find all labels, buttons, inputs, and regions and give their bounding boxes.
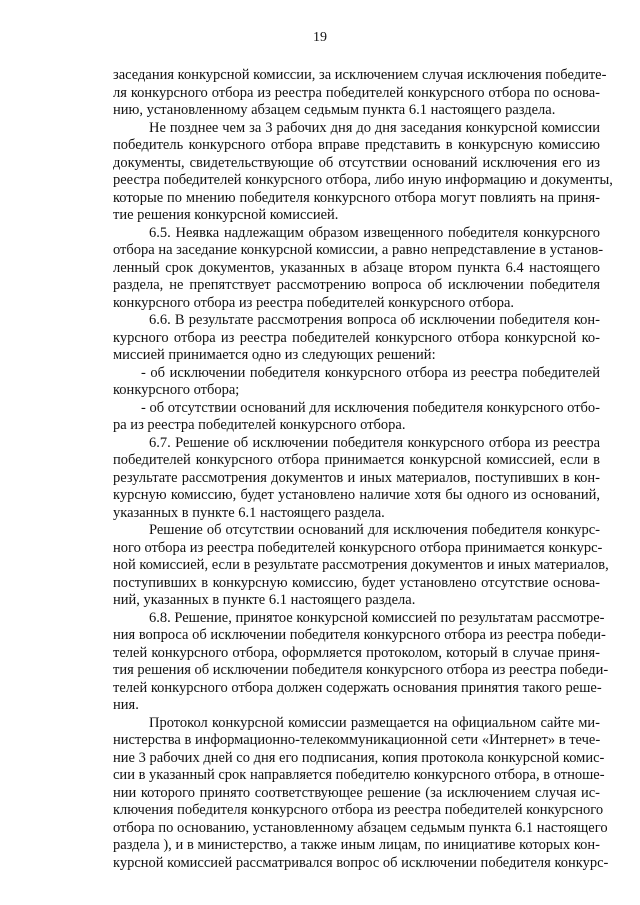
text-line: ний, указанных в пункте 6.1 настоящего раздела. xyxy=(113,592,416,608)
text-line: отбора по основанию, установленному абзацем седьмым пункта 6.1 настоящего xyxy=(113,819,608,836)
text-line: курсную комиссию, будет установлено наличие хотя бы одного из оснований, xyxy=(113,487,600,503)
text-line: Протокол конкурсной комиссии размещается на официальном сайте ми- xyxy=(149,714,600,731)
text-line: тие решения конкурсной комиссией. xyxy=(113,207,339,223)
text-line: - об отсутствии оснований для исключения победителя конкурсного отбо- xyxy=(141,399,600,416)
text-line: ра из реестра победителей конкурсного отбора. xyxy=(113,417,406,433)
text-line: раздела, не препятствует рассмотрению вопроса об исключении победителя xyxy=(113,277,600,293)
text-line: конкурсного отбора; xyxy=(113,382,240,398)
text-line: раздела ), и в министерство, а также иным лицам, по инициативе которых кон- xyxy=(113,837,600,853)
text-line: Не позднее чем за 3 рабочих дня до дня заседания конкурсной комиссии xyxy=(149,119,600,136)
text-line: ля конкурсного отбора из реестра победителей конкурсного отбора по основа- xyxy=(113,84,600,101)
text-line: победителей конкурсного отбора принимается конкурсной комиссией, если в xyxy=(113,452,600,468)
text-line: реестра победителей конкурсного отбора, либо иную информацию и документы, xyxy=(113,172,613,188)
text-line: заседания конкурсной комиссии, за исключением случая исключения победите- xyxy=(113,67,607,83)
text-line: ной комиссией, если в результате рассмотрения документов и иных материалов, xyxy=(113,557,609,573)
text-line: 6.7. Решение об исключении победителя конкурсного отбора из реестра xyxy=(149,434,600,451)
text-line: 6.6. В результате рассмотрения вопроса об исключении победителя кон- xyxy=(149,312,600,328)
page-number: 19 xyxy=(313,30,327,45)
text-line: курсной комиссией рассматривался вопрос об исключении победителя конкурс- xyxy=(113,854,609,871)
text-line: телей конкурсного отбора, оформляется протоколом, который в случае приня- xyxy=(113,644,600,661)
text-line: поступивших в конкурсную комиссию, будет установлено отсутствие основа- xyxy=(113,574,600,591)
text-line: сии в указанный срок направляется победителю конкурсного отбора, в отноше- xyxy=(113,767,605,783)
text-line: миссией принимается одно из следующих решений: xyxy=(113,347,436,363)
text-line: конкурсного отбора из реестра победителей конкурсного отбора. xyxy=(113,294,515,311)
text-line: ния. xyxy=(113,697,139,713)
text-line: ключения победителя конкурсного отбора из реестра победителей конкурсного xyxy=(113,802,604,818)
text-line: отбора на заседание конкурсной комиссии, а равно непредставление в установ- xyxy=(113,242,604,258)
text-line: нию, установленному абзацем седьмым пункта 6.1 настоящего раздела. xyxy=(113,102,556,118)
text-line: телей конкурсного отбора должен содержать основания принятия такого реше- xyxy=(113,679,602,696)
text-line: документы, свидетельствующие об отсутствии оснований исключения его из xyxy=(113,154,600,171)
text-line: курсного отбора из реестра победителей конкурсного отбора конкурсной ко- xyxy=(113,329,600,346)
text-line: тия решения об исключении победителя конкурсного отбора из реестра победи- xyxy=(113,662,609,678)
text-line: указанных в пункте 6.1 настоящего раздела. xyxy=(113,504,385,521)
text-line: ного отбора из реестра победителей конкурсного отбора принимается конкурс- xyxy=(113,539,603,556)
text-line: нистерства в информационно-телекоммуникационной сети «Интернет» в тече- xyxy=(113,732,601,748)
text-line: ние 3 рабочих дней со дня его подписания, копия протокола конкурсной комис- xyxy=(113,749,605,766)
text-line: нии которого принято соответствующее решение (за исключением случая ис- xyxy=(113,784,600,801)
text-line: 6.8. Решение, принятое конкурсной комиссией по результатам рассмотре- xyxy=(149,609,605,626)
document-body xyxy=(113,67,613,872)
text-line: Решение об отсутствии оснований для исключения победителя конкурс- xyxy=(149,522,600,538)
text-line: - об исключении победителя конкурсного отбора из реестра победителей xyxy=(141,364,600,381)
text-line: 6.5. Неявка надлежащим образом извещенного победителя конкурсного xyxy=(149,224,600,241)
text-line: ния вопроса об исключении победителя конкурсного отбора из реестра победи- xyxy=(113,627,606,643)
text-line: результате рассмотрения документов и иных материалов, поступивших в кон- xyxy=(113,469,600,486)
text-line: которые по мнению победителя конкурсного отбора могут повлиять на приня- xyxy=(113,189,600,206)
text-line: победитель конкурсного отбора вправе представить в конкурсную комиссию xyxy=(113,137,600,153)
text-line: ленный срок документов, указанных в абзаце втором пункта 6.4 настоящего xyxy=(113,259,600,276)
